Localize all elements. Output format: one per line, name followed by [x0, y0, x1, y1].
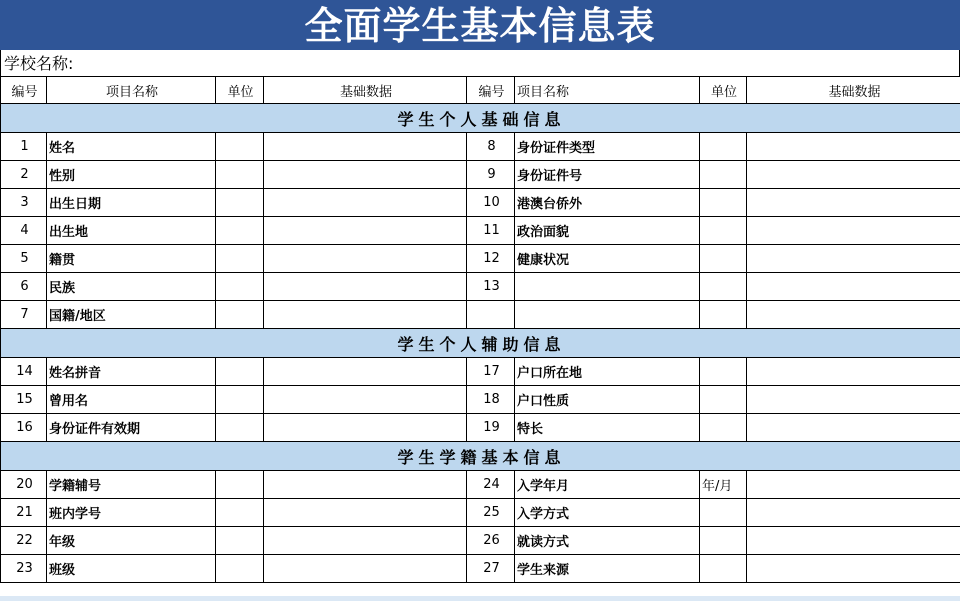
row-left-unit-cell[interactable] — [216, 301, 264, 329]
row-left-data-cell[interactable] — [264, 301, 467, 329]
row-right-unit-cell[interactable] — [700, 161, 747, 189]
row-right-number: 9 — [467, 161, 515, 189]
row-right-number — [467, 301, 515, 329]
row-left-item-name: 国籍/地区 — [47, 301, 216, 329]
row-right-data-cell[interactable] — [747, 301, 960, 329]
table-row — [1, 555, 960, 583]
row-right-unit-cell[interactable] — [700, 555, 747, 583]
row-left-number: 6 — [1, 273, 47, 301]
bottom-strip — [0, 596, 960, 601]
row-right-item-name: 特长 — [515, 414, 700, 442]
table-row — [1, 189, 960, 217]
row-left-number: 4 — [1, 217, 47, 245]
row-right-data-cell[interactable] — [747, 555, 960, 583]
header-right-unit: 单位 — [700, 77, 747, 104]
row-right-number: 18 — [467, 386, 515, 414]
row-right-item-name — [515, 301, 700, 329]
school-name-label: 学校名称: — [0, 50, 960, 76]
table-row — [1, 217, 960, 245]
row-right-unit-cell[interactable]: 年/月 — [700, 471, 747, 499]
row-right-item-name: 身份证件类型 — [515, 133, 700, 161]
header-left-number: 编号 — [1, 77, 47, 104]
row-right-data-cell[interactable] — [747, 217, 960, 245]
row-left-item-name: 班级 — [47, 555, 216, 583]
row-right-data-cell[interactable] — [747, 471, 960, 499]
table-row — [1, 301, 960, 329]
row-right-item-name: 身份证件号 — [515, 161, 700, 189]
row-left-number: 1 — [1, 133, 47, 161]
row-right-item-name — [515, 273, 700, 301]
info-table — [0, 76, 960, 583]
row-right-number: 26 — [467, 527, 515, 555]
table-row — [1, 386, 960, 414]
row-left-unit-cell[interactable] — [216, 189, 264, 217]
row-left-number: 15 — [1, 386, 47, 414]
row-left-number: 16 — [1, 414, 47, 442]
row-left-number: 21 — [1, 499, 47, 527]
row-right-data-cell[interactable] — [747, 133, 960, 161]
section-title: 学生学籍基本信息 — [1, 442, 960, 471]
table-row — [1, 133, 960, 161]
row-left-unit-cell[interactable] — [216, 414, 264, 442]
row-right-data-cell[interactable] — [747, 245, 960, 273]
row-right-number: 24 — [467, 471, 515, 499]
row-left-item-name: 班内学号 — [47, 499, 216, 527]
row-left-item-name: 性别 — [47, 161, 216, 189]
row-left-number: 14 — [1, 358, 47, 386]
row-left-data-cell[interactable] — [264, 471, 467, 499]
row-right-unit-cell[interactable] — [700, 301, 747, 329]
row-left-number: 23 — [1, 555, 47, 583]
row-left-item-name: 民族 — [47, 273, 216, 301]
row-right-data-cell[interactable] — [747, 527, 960, 555]
row-left-number: 5 — [1, 245, 47, 273]
row-right-number: 25 — [467, 499, 515, 527]
row-left-unit-cell[interactable] — [216, 499, 264, 527]
row-right-data-cell[interactable] — [747, 358, 960, 386]
row-right-number: 17 — [467, 358, 515, 386]
row-right-number: 11 — [467, 217, 515, 245]
row-right-number: 12 — [467, 245, 515, 273]
row-right-unit-cell[interactable] — [700, 217, 747, 245]
row-left-data-cell[interactable] — [264, 499, 467, 527]
row-right-unit-cell[interactable] — [700, 133, 747, 161]
row-right-item-name: 户口性质 — [515, 386, 700, 414]
row-right-number: 19 — [467, 414, 515, 442]
row-right-item-name: 港澳台侨外 — [515, 189, 700, 217]
row-left-unit-cell[interactable] — [216, 273, 264, 301]
row-left-unit-cell[interactable] — [216, 527, 264, 555]
row-left-data-cell[interactable] — [264, 358, 467, 386]
row-right-data-cell[interactable] — [747, 189, 960, 217]
row-right-unit-cell[interactable] — [700, 527, 747, 555]
header-right-number: 编号 — [467, 77, 515, 104]
row-left-data-cell[interactable] — [264, 133, 467, 161]
table-row — [1, 527, 960, 555]
section-header — [1, 442, 960, 471]
row-right-unit-cell[interactable] — [700, 245, 747, 273]
row-right-unit-cell[interactable] — [700, 499, 747, 527]
row-left-item-name: 出生日期 — [47, 189, 216, 217]
row-right-number: 8 — [467, 133, 515, 161]
row-left-number: 22 — [1, 527, 47, 555]
table-row — [1, 273, 960, 301]
row-left-unit-cell[interactable] — [216, 471, 264, 499]
row-left-item-name: 姓名 — [47, 133, 216, 161]
table-row — [1, 471, 960, 499]
row-right-item-name: 学生来源 — [515, 555, 700, 583]
table-row — [1, 414, 960, 442]
page-title: 全面学生基本信息表 — [0, 0, 960, 50]
section-header — [1, 104, 960, 133]
row-left-unit-cell[interactable] — [216, 358, 264, 386]
row-right-data-cell[interactable] — [747, 386, 960, 414]
table-row — [1, 358, 960, 386]
header-left-unit: 单位 — [216, 77, 264, 104]
section-title: 学生个人基础信息 — [1, 104, 960, 133]
row-left-unit-cell[interactable] — [216, 555, 264, 583]
header-row — [1, 77, 960, 104]
header-left-base-data: 基础数据 — [264, 77, 467, 104]
row-right-number: 10 — [467, 189, 515, 217]
row-left-item-name: 出生地 — [47, 217, 216, 245]
row-right-data-cell[interactable] — [747, 161, 960, 189]
section-header — [1, 329, 960, 358]
row-left-data-cell[interactable] — [264, 161, 467, 189]
row-left-data-cell[interactable] — [264, 527, 467, 555]
row-left-number: 20 — [1, 471, 47, 499]
row-left-item-name: 年级 — [47, 527, 216, 555]
row-right-item-name: 入学方式 — [515, 499, 700, 527]
header-right-base-data: 基础数据 — [747, 77, 960, 104]
row-left-data-cell[interactable] — [264, 555, 467, 583]
row-right-item-name: 户口所在地 — [515, 358, 700, 386]
row-right-data-cell[interactable] — [747, 414, 960, 442]
table-row — [1, 161, 960, 189]
row-right-number: 13 — [467, 273, 515, 301]
row-left-data-cell[interactable] — [264, 217, 467, 245]
row-left-unit-cell[interactable] — [216, 161, 264, 189]
row-right-unit-cell[interactable] — [700, 386, 747, 414]
row-right-item-name: 入学年月 — [515, 471, 700, 499]
row-left-unit-cell[interactable] — [216, 386, 264, 414]
header-right-item-name: 项目名称 — [515, 77, 700, 104]
row-right-item-name: 就读方式 — [515, 527, 700, 555]
row-right-unit-cell[interactable] — [700, 358, 747, 386]
row-left-number: 2 — [1, 161, 47, 189]
header-left-item-name: 项目名称 — [47, 77, 216, 104]
row-left-item-name: 籍贯 — [47, 245, 216, 273]
row-left-unit-cell[interactable] — [216, 217, 264, 245]
row-left-item-name: 曾用名 — [47, 386, 216, 414]
row-right-number: 27 — [467, 555, 515, 583]
row-left-data-cell[interactable] — [264, 273, 467, 301]
row-right-item-name: 健康状况 — [515, 245, 700, 273]
row-left-number: 3 — [1, 189, 47, 217]
table-row — [1, 245, 960, 273]
row-left-item-name: 姓名拼音 — [47, 358, 216, 386]
table-row — [1, 499, 960, 527]
row-left-item-name: 学籍辅号 — [47, 471, 216, 499]
row-left-data-cell[interactable] — [264, 386, 467, 414]
row-right-item-name: 政治面貌 — [515, 217, 700, 245]
row-right-unit-cell[interactable] — [700, 414, 747, 442]
row-right-unit-cell[interactable] — [700, 273, 747, 301]
row-right-data-cell[interactable] — [747, 273, 960, 301]
row-right-unit-cell[interactable] — [700, 189, 747, 217]
row-left-item-name: 身份证件有效期 — [47, 414, 216, 442]
row-left-unit-cell[interactable] — [216, 133, 264, 161]
row-left-data-cell[interactable] — [264, 245, 467, 273]
section-title: 学生个人辅助信息 — [1, 329, 960, 358]
row-left-unit-cell[interactable] — [216, 245, 264, 273]
row-right-data-cell[interactable] — [747, 499, 960, 527]
row-left-data-cell[interactable] — [264, 414, 467, 442]
row-left-number: 7 — [1, 301, 47, 329]
row-left-data-cell[interactable] — [264, 189, 467, 217]
